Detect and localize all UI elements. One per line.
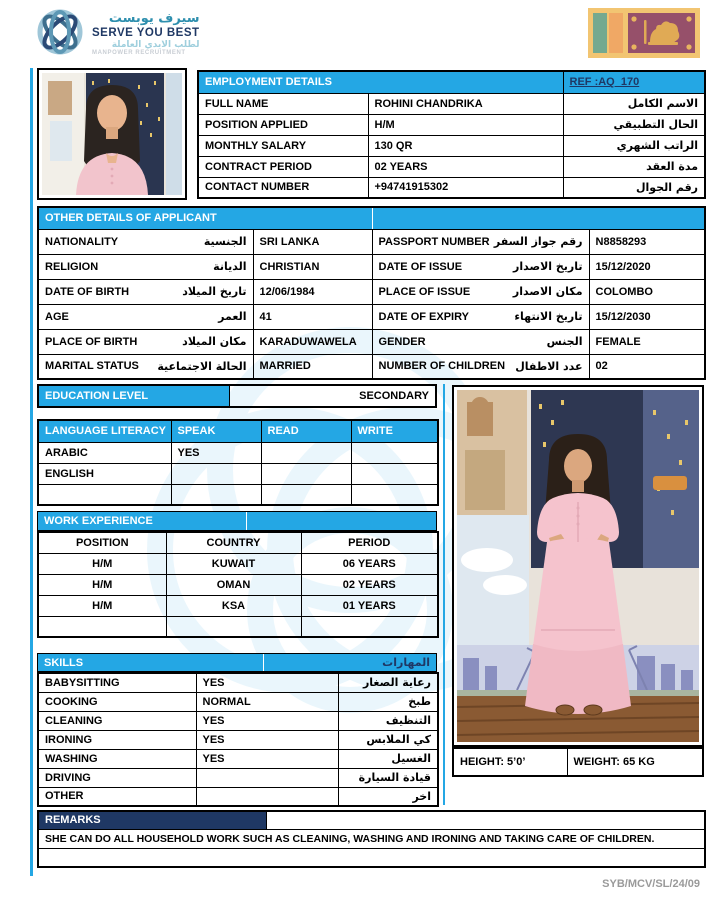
skill-label: IRONING	[38, 730, 196, 749]
mid-page-rule	[443, 384, 445, 805]
table-row	[38, 279, 705, 304]
country-value: OMAN	[166, 574, 301, 595]
logo-arabic-title: سيرف يوبست	[108, 10, 200, 26]
field-label-arabic: الجنس	[546, 335, 583, 348]
knot-logo-icon	[34, 6, 86, 63]
speak-value: YES	[171, 442, 261, 463]
weight-value: WEIGHT: 65 KG	[567, 748, 703, 776]
read-value	[261, 484, 351, 505]
company-logo	[34, 6, 200, 63]
field-label-arabic: الجنسية	[203, 235, 247, 248]
work-experience-table	[37, 531, 439, 638]
employment-details-table	[197, 70, 706, 199]
physical-stats-table	[452, 747, 704, 777]
period-value: 06 YEARS	[301, 553, 438, 574]
speak-value	[171, 463, 261, 484]
field-label: AGE	[45, 310, 69, 323]
skill-value	[196, 787, 338, 806]
field-label-arabic: رقم الجوال	[563, 177, 705, 198]
table-row	[38, 768, 438, 787]
remarks-text: SHE CAN DO ALL HOUSEHOLD WORK SUCH AS CLEANING, WASHING AND IRONING AND TAKING CARE OF CHILDREN.	[38, 829, 705, 848]
table-row	[38, 711, 438, 730]
field-value: 15/12/2030	[589, 304, 705, 329]
field-label: PLACE OF ISSUE	[378, 285, 471, 298]
read-value	[261, 463, 351, 484]
table-row	[38, 673, 438, 692]
table-row	[198, 135, 705, 156]
column-header: SPEAK	[171, 420, 261, 442]
field-value: 02	[589, 354, 705, 379]
remarks-empty-row	[38, 848, 705, 867]
field-label: CONTRACT PERIOD	[198, 156, 368, 177]
field-value: ROHINI CHANDRIKA	[368, 93, 563, 114]
field-value: +94741915302	[368, 177, 563, 198]
period-value: 02 YEARS	[301, 574, 438, 595]
position-value: H/M	[38, 595, 166, 616]
field-label-arabic: رقم جواز السفر	[493, 235, 583, 248]
document-code: SYB/MCV/SL/24/09	[602, 878, 700, 890]
field-label-arabic: العمر	[218, 310, 247, 323]
logo-subtitle: MANPOWER RECRUITMENT	[92, 50, 186, 57]
skill-label-arabic: التنظيف	[338, 711, 438, 730]
education-level-row	[37, 384, 437, 408]
field-label-arabic: مكان الميلاد	[182, 335, 247, 348]
field-label: MONTHLY SALARY	[198, 135, 368, 156]
skill-label: CLEANING	[38, 711, 196, 730]
skill-label-arabic: اخر	[338, 787, 438, 806]
remarks-table	[37, 810, 706, 868]
table-row	[198, 156, 705, 177]
skill-label-arabic: كي الملابس	[338, 730, 438, 749]
field-label-arabic: تاريخ الاصدار	[512, 260, 583, 273]
field-value: 02 YEARS	[368, 156, 563, 177]
field-value: MARRIED	[253, 354, 372, 379]
skill-label: DRIVING	[38, 768, 196, 787]
table-row	[198, 93, 705, 114]
field-label: POSITION APPLIED	[198, 114, 368, 135]
field-label-dual	[38, 304, 253, 329]
field-value: COLOMBO	[589, 279, 705, 304]
field-label: NUMBER OF CHILDREN	[378, 360, 506, 373]
field-value: 41	[253, 304, 372, 329]
skill-value	[196, 768, 338, 787]
applicant-headshot-photo	[37, 68, 187, 200]
period-value	[301, 616, 438, 637]
field-label-arabic: مدة العقد	[563, 156, 705, 177]
skill-label: BABYSITTING	[38, 673, 196, 692]
column-header: PERIOD	[301, 532, 438, 553]
table-row	[38, 829, 705, 848]
field-label: PASSPORT NUMBER	[378, 235, 490, 248]
position-value	[38, 616, 166, 637]
language-name: ARABIC	[38, 442, 171, 463]
table-row	[38, 354, 705, 379]
section-title: REMARKS	[38, 811, 266, 829]
column-header: LANGUAGE LITERACY	[38, 420, 171, 442]
field-label: MARITAL STATUS	[45, 360, 139, 373]
field-label-dual	[372, 304, 589, 329]
column-header: POSITION	[38, 532, 166, 553]
logo-title: SERVE YOU BEST	[92, 26, 200, 39]
section-title: SKILLS	[44, 656, 84, 669]
table-row	[38, 730, 438, 749]
field-label-dual	[38, 229, 253, 254]
field-label-arabic: تاريخ الميلاد	[182, 285, 247, 298]
section-title: EMPLOYMENT DETAILS	[198, 71, 563, 93]
field-label-arabic: مكان الاصدار	[512, 285, 583, 298]
table-row	[38, 848, 705, 867]
field-label-arabic: الاسم الكامل	[563, 93, 705, 114]
column-header: READ	[261, 420, 351, 442]
field-value: KARADUWAWELA	[253, 329, 372, 354]
skill-label: WASHING	[38, 749, 196, 768]
write-value	[351, 442, 438, 463]
language-name: ENGLISH	[38, 463, 171, 484]
position-value: H/M	[38, 574, 166, 595]
skill-value: NORMAL	[196, 692, 338, 711]
skill-label: OTHER	[38, 787, 196, 806]
field-label-dual	[372, 254, 589, 279]
table-row	[38, 484, 438, 505]
field-label-dual	[38, 329, 253, 354]
section-title: OTHER DETAILS OF APPLICANT	[38, 207, 372, 229]
height-value: HEIGHT: 5’0’	[453, 748, 567, 776]
field-value: 130 QR	[368, 135, 563, 156]
skill-label-arabic: قيادة السيارة	[338, 768, 438, 787]
field-label-arabic: الحالة الاجتماعية	[157, 359, 247, 373]
skill-label-arabic: الغسيل	[338, 749, 438, 768]
field-label-arabic: الراتب الشهري	[563, 135, 705, 156]
skill-label-arabic: طبخ	[338, 692, 438, 711]
field-value: SRI LANKA	[253, 229, 372, 254]
field-label-arabic: الديانة	[213, 260, 247, 273]
skill-value: YES	[196, 711, 338, 730]
field-label-arabic: تاريخ الانتهاء	[514, 310, 583, 323]
table-row	[38, 254, 705, 279]
table-row	[38, 229, 705, 254]
skill-value: YES	[196, 749, 338, 768]
field-value: N8858293	[589, 229, 705, 254]
field-value: FEMALE	[589, 329, 705, 354]
country-value: KSA	[166, 595, 301, 616]
education-level-value: SECONDARY	[359, 390, 429, 402]
field-label: PLACE OF BIRTH	[45, 335, 138, 348]
field-label: NATIONALITY	[45, 235, 119, 248]
field-label-dual	[38, 254, 253, 279]
section-title: EDUCATION LEVEL	[39, 386, 230, 406]
field-label: FULL NAME	[198, 93, 368, 114]
table-row	[198, 114, 705, 135]
country-value	[166, 616, 301, 637]
left-page-rule	[30, 68, 33, 876]
field-value: 12/06/1984	[253, 279, 372, 304]
column-header: COUNTRY	[166, 532, 301, 553]
table-row	[38, 787, 438, 806]
sri-lanka-flag-icon	[588, 8, 700, 63]
write-value	[351, 463, 438, 484]
table-row	[38, 463, 438, 484]
section-title-arabic: المهارات	[382, 656, 430, 669]
language-literacy-table	[37, 419, 439, 506]
language-name	[38, 484, 171, 505]
field-label-dual	[372, 354, 589, 379]
field-label: RELIGION	[45, 260, 99, 273]
field-label-dual	[38, 354, 253, 379]
table-row	[198, 177, 705, 198]
field-label-dual	[372, 329, 589, 354]
table-row	[38, 692, 438, 711]
speak-value	[171, 484, 261, 505]
field-label-arabic: عدد الاطفال	[515, 359, 583, 373]
table-row	[38, 553, 438, 574]
column-header: WRITE	[351, 420, 438, 442]
table-row	[38, 574, 438, 595]
table-row	[38, 616, 438, 637]
read-value	[261, 442, 351, 463]
table-row	[38, 442, 438, 463]
field-label-dual	[372, 279, 589, 304]
field-value: 15/12/2020	[589, 254, 705, 279]
skill-value: YES	[196, 730, 338, 749]
field-label: DATE OF ISSUE	[378, 260, 463, 273]
table-row	[38, 304, 705, 329]
table-row	[38, 595, 438, 616]
logo-arabic-subtitle: لطلب الايدي العاملة	[111, 39, 200, 50]
country-value: KUWAIT	[166, 553, 301, 574]
period-value: 01 YEARS	[301, 595, 438, 616]
field-label-arabic: الحال التطبيقي	[563, 114, 705, 135]
skills-header	[37, 653, 437, 672]
remarks-header-spacer	[266, 811, 705, 829]
other-details-table	[37, 206, 706, 380]
section-title-spacer	[372, 207, 705, 229]
field-label-dual	[38, 279, 253, 304]
skill-label-arabic: رعاية الصغار	[338, 673, 438, 692]
field-label-dual	[372, 229, 589, 254]
field-label: DATE OF BIRTH	[45, 285, 130, 298]
table-row	[38, 749, 438, 768]
applicant-full-body-photo	[452, 385, 704, 747]
write-value	[351, 484, 438, 505]
table-row	[38, 329, 705, 354]
field-label: CONTACT NUMBER	[198, 177, 368, 198]
field-value: CHRISTIAN	[253, 254, 372, 279]
skill-value: YES	[196, 673, 338, 692]
ref-number: REF :AQ_170	[563, 71, 705, 93]
position-value: H/M	[38, 553, 166, 574]
field-value: H/M	[368, 114, 563, 135]
field-label: GENDER	[378, 335, 426, 348]
section-title: WORK EXPERIENCE	[44, 515, 153, 527]
skills-table	[37, 672, 439, 807]
skill-label: COOKING	[38, 692, 196, 711]
header-divider	[246, 512, 247, 530]
field-label: DATE OF EXPIRY	[378, 310, 469, 323]
work-experience-header	[37, 511, 437, 531]
